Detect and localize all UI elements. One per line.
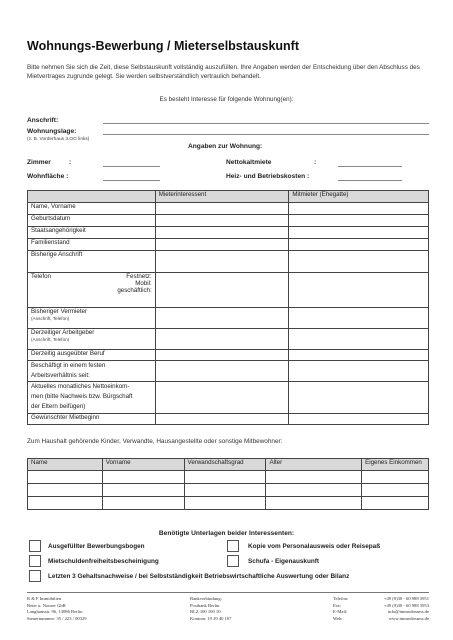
household-col-alter: Alter (266, 459, 362, 471)
wohnungslage-hint: (z. B. Vorderhaus 3.OG links) (27, 137, 90, 142)
festnetz-label: Festnetz: (126, 273, 152, 280)
cell-input[interactable] (102, 497, 184, 510)
row-label-mietbeginn: Gewünschter Mietbeginn (28, 414, 156, 425)
kaltmiete-colon: : (314, 159, 317, 166)
label-gehaltsnachweise: Letzten 3 Gehaltsnachweise / bei Selbstständigkeit Betriebswirtschaftliche Auswertung oder Bilanz (48, 573, 350, 580)
footer-bank-name: Postbank Berlin (190, 602, 220, 608)
cell-input[interactable] (155, 215, 289, 227)
footer-phone: +49 (0)30 - 60 988 3951 (383, 596, 429, 601)
cell-input[interactable] (362, 497, 429, 510)
cell-input[interactable] (155, 382, 289, 414)
row-label-anschrift: Bisherige Anschrift (28, 251, 156, 273)
cell-input[interactable] (289, 329, 429, 350)
kaltmiete-field[interactable] (338, 166, 402, 167)
cell-input[interactable] (289, 308, 429, 329)
einkommen-line-1: Aktuelles monatliches Nettoeinkom- (31, 383, 130, 390)
geschaeftlich-label: geschäftlich: (117, 287, 152, 294)
cell-input[interactable] (266, 471, 362, 484)
einkommen-line-3: der Eltern beifügen) (31, 403, 86, 410)
beschaeftigt-line-1: Beschäftigt in einem festen (31, 362, 106, 369)
cell-input[interactable] (155, 361, 289, 382)
footer-tax-number: Steuernummer: 35 / 223 / 00329 (27, 615, 87, 621)
cell-input[interactable] (184, 471, 266, 484)
cell-input[interactable] (362, 471, 429, 484)
footer-bank-label: Bankverbindung: (190, 596, 222, 601)
cell-input[interactable] (289, 203, 429, 215)
household-col-einkommen: Eigenes Einkommen (362, 459, 429, 471)
footer-email-link[interactable]: info@immodreams.de (387, 609, 429, 615)
footer-blz: BLZ 100 100 10 (190, 609, 221, 615)
footer-email-label: E-Mail: (333, 609, 348, 615)
wohnungslage-field[interactable] (103, 134, 429, 135)
footer-fax: +49 (0)30 - 60 988 3953 (383, 602, 429, 608)
row-label-familienstand: Familienstand (28, 239, 156, 251)
nebenkosten-field[interactable] (338, 180, 402, 181)
cell-input[interactable] (184, 497, 266, 510)
cell-input[interactable] (289, 414, 429, 425)
applicant-table (27, 190, 429, 425)
row-label-beschaeftigt (28, 361, 156, 382)
cell-input[interactable] (266, 497, 362, 510)
cell-input[interactable] (155, 251, 289, 273)
row-label-geburtsdatum: Geburtsdatum (28, 215, 156, 227)
footer-fax-label: Fax: (333, 602, 342, 608)
cell-input[interactable] (155, 203, 289, 215)
cell-input[interactable] (155, 308, 289, 329)
row-label-arbeitgeber (28, 329, 156, 350)
row-label-telefon (28, 273, 156, 308)
row-label-vermieter (28, 308, 156, 329)
footer-account: Kontonr. 19 29 40 107 (190, 615, 232, 621)
checkbox-bewerbungsbogen[interactable] (29, 540, 41, 552)
row-label-staatsangehoerigkeit: Staatsangehörigkeit (28, 227, 156, 239)
header-mieterinteressent: Mieterinteressent (155, 191, 289, 203)
wohnungslage-label: Wohnungslage: (27, 128, 77, 135)
cell-input[interactable] (289, 382, 429, 414)
cell-input[interactable] (155, 227, 289, 239)
wohnflaeche-field[interactable] (103, 180, 160, 181)
wohnflaeche-label: Wohnfläche : (27, 173, 69, 180)
vermieter-label: Bisheriger Vermieter (31, 308, 88, 315)
apartment-heading: Angaben zur Wohnung: (188, 143, 263, 150)
cell-input[interactable] (289, 273, 429, 308)
cell-input[interactable] (289, 361, 429, 382)
footer-web-label: Web: (333, 615, 343, 621)
cell-input[interactable] (289, 239, 429, 251)
zimmer-label: Zimmer (27, 159, 51, 166)
footer-contact-values (384, 596, 429, 622)
cell-input[interactable] (289, 350, 429, 361)
household-col-vorname: Vorname (102, 459, 184, 471)
label-bewerbungsbogen: Ausgefüllter Bewerbungsbogen (48, 543, 145, 550)
cell-input[interactable] (289, 227, 429, 239)
cell-input[interactable] (155, 329, 289, 350)
nebenkosten-label: Heiz- und Betriebskosten : (226, 173, 310, 180)
kaltmiete-label: Nettokaltmiete (226, 159, 272, 166)
household-col-verwandschaft: Verwandschaftsgrad (184, 459, 266, 471)
label-schufa: Schufa - Eigenauskunft (248, 558, 320, 565)
documents-heading: Benötigte Unterlagen beider Interessenten: (158, 530, 295, 537)
household-table (27, 458, 429, 510)
cell-input[interactable] (155, 239, 289, 251)
cell-input[interactable] (155, 350, 289, 361)
table-header-empty (28, 191, 156, 203)
interest-line: Es besteht Interesse für folgende Wohnung(en): (159, 96, 294, 103)
arbeitgeber-sub: (Anschrift, Telefon) (31, 337, 70, 342)
footer-contact-labels (333, 596, 348, 622)
household-col-name: Name (28, 459, 103, 471)
einkommen-line-2: men (bitte Nachweis bzw. Bürgschaft (31, 393, 133, 400)
telefon-label: Telefon (31, 273, 51, 280)
checkbox-mietschulden[interactable] (29, 555, 41, 567)
cell-input[interactable] (184, 484, 266, 497)
intro-text: Bitte nehmen Sie sich die Zeit, diese Selbstauskunft vollständig auszufüllen. Ihre Angaben werden der Entscheidung über den Abschluss des Mietvertrages zugrunde gelegt. Sie werden selbstverständlich vertraulich behandelt. (27, 64, 420, 80)
cell-input[interactable] (28, 497, 103, 510)
household-heading: Zum Haushalt gehörende Kinder, Verwandte, Hausangestellte oder sonstige Mitbewohner: (27, 438, 283, 445)
footer-divider (27, 592, 429, 593)
footer-company-name: R & F Immobilien (27, 596, 62, 601)
footer-phone-label: Telefon: (333, 596, 349, 601)
row-label-beruf: Derzeitig ausgeübter Beruf (28, 350, 156, 361)
page-title: Wohnungs-Bewerbung / Mieterselbstauskunft (27, 39, 300, 53)
vermieter-sub: (Anschrift, Telefon) (31, 316, 70, 321)
footer-web-link[interactable]: www.immodreams.de (388, 615, 429, 621)
cell-input[interactable] (28, 471, 103, 484)
footer-company-owner: Beier u. Nouser GbR (27, 602, 66, 608)
mobil-label: Mobil: (135, 280, 152, 287)
zimmer-colon: : (69, 159, 72, 166)
row-label-name: Name, Vorname (28, 203, 156, 215)
arbeitgeber-label: Derzeitiger Arbeitgeber (31, 329, 95, 336)
footer-company (27, 596, 87, 622)
row-label-einkommen (28, 382, 156, 414)
cell-input[interactable] (362, 484, 429, 497)
anschrift-label: Anschrift: (27, 117, 59, 124)
cell-input[interactable] (155, 273, 289, 308)
cell-input[interactable] (289, 215, 429, 227)
anschrift-field[interactable] (103, 123, 429, 124)
cell-input[interactable] (102, 484, 184, 497)
checkbox-personalausweis[interactable] (227, 540, 239, 552)
label-mietschulden: Mietschuldenfreiheitsbescheinigung (48, 558, 159, 565)
checkbox-gehaltsnachweise[interactable] (29, 570, 41, 582)
footer-bank (190, 596, 231, 622)
cell-input[interactable] (155, 414, 289, 425)
label-personalausweis: Kopie vom Personalausweis oder Reisepaß (248, 543, 381, 550)
checkbox-schufa[interactable] (227, 555, 239, 567)
cell-input[interactable] (28, 484, 103, 497)
header-mitmieter: Mitmieter (Ehegatte) (289, 191, 429, 203)
cell-input[interactable] (266, 484, 362, 497)
cell-input[interactable] (102, 471, 184, 484)
footer-company-address: Langhansstr. 96, 13086 Berlin (27, 609, 83, 615)
zimmer-field[interactable] (103, 166, 160, 167)
cell-input[interactable] (289, 251, 429, 273)
beschaeftigt-line-2: Arbeitsverhältnis seit: (31, 372, 90, 379)
